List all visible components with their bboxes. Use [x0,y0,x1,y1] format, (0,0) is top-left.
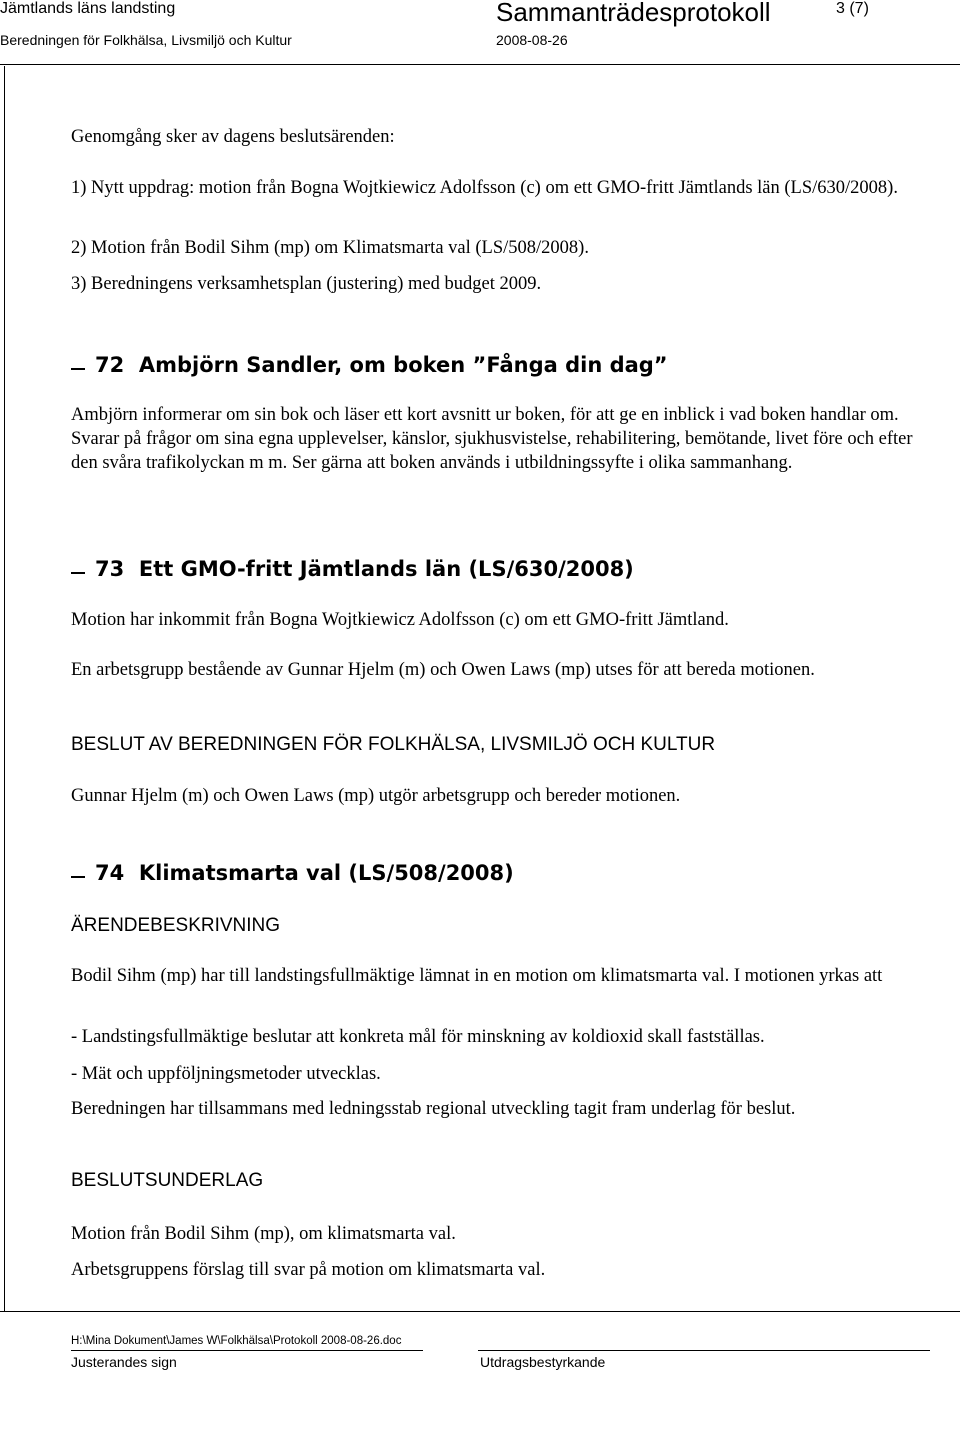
section-mark-icon [71,858,85,886]
section-73-heading [71,554,634,584]
section-73-decision: Gunnar Hjelm (m) och Owen Laws (mp) utgör arbetsgrupp och bereder motionen. [71,786,681,806]
department-name: Beredningen för Folkhälsa, Livsmiljö och Kultur [0,32,292,48]
section-72-number: 72 [95,353,125,377]
section-73-paragraph-1: Motion har inkommit från Bogna Wojtkiewicz Adolfsson (c) om ett GMO-fritt Jämtland. [71,610,729,630]
section-74-heading [71,858,514,888]
organization-name: Jämtlands läns landsting [0,0,176,17]
section-74-basis-item-2: Arbetsgruppens förslag till svar på motion om klimatsmarta val. [71,1260,546,1280]
intro-item-1: 1) Nytt uppdrag: motion från Bogna Wojtkiewicz Adolfsson (c) om ett GMO-fritt Jämtlands län (LS/630/2008). [71,178,898,198]
section-74-basis-item-1: Motion från Bodil Sihm (mp), om klimatsmarta val. [71,1224,456,1244]
section-74-bullet-2: - Mät och uppföljningsmetoder utvecklas. [71,1064,381,1084]
signature-line [71,1350,423,1351]
document-title: Sammanträdesprotokoll [496,0,771,27]
section-74-basis-heading: BESLUTSUNDERLAG [71,1170,264,1191]
footer-divider [0,1311,960,1312]
section-72-text: Ambjörn informerar om sin bok och läser ett kort avsnitt ur boken, för att ge en inblick i vad boken handlar om. Svarar på frågor om sina egna upplevelser, känslor, sjukhusvistelse, rehabilitering, bemötande, livet före och efter den svåra trafikolyckan m m. Ser gärna att boken används i utbildningssyfte i olika sammanhang. [71,405,913,473]
page-number: 3 (7) [836,0,869,17]
section-mark-icon [71,554,85,582]
signature-label: Justerandes sign [71,1354,177,1370]
section-74-bullet-1: - Landstingsfullmäktige beslutar att konkreta mål för minskning av koldioxid skall fastställas. [71,1027,765,1047]
intro-item-2: 2) Motion från Bodil Sihm (mp) om Klimatsmarta val (LS/508/2008). [71,238,589,258]
section-74-title: Klimatsmarta val (LS/508/2008) [138,861,514,885]
section-73-number: 73 [95,557,125,581]
section-mark-icon [71,350,85,378]
section-74-paragraph-2: Beredningen har tillsammans med ledningsstab regional utveckling tagit fram underlag för beslut. [71,1099,796,1119]
section-72-heading [71,350,668,380]
section-73-title: Ett GMO-fritt Jämtlands län (LS/630/2008) [138,557,634,581]
extract-line [478,1350,930,1351]
section-73-decision-heading: BESLUT AV BEREDNINGEN FÖR FOLKHÄLSA, LIVSMILJÖ OCH KULTUR [71,734,716,755]
section-73-paragraph-2: En arbetsgrupp bestående av Gunnar Hjelm (m) och Owen Laws (mp) utses för att bereda motionen. [71,660,815,680]
file-path: H:\Mina Dokument\James W\Folkhälsa\Protokoll 2008-08-26.doc [71,1335,402,1347]
section-74-paragraph-1: Bodil Sihm (mp) har till landstingsfullmäktige lämnat in en motion om klimatsmarta val. I motionen yrkas att [71,966,883,986]
header-divider [0,64,960,65]
extract-label: Utdragsbestyrkande [480,1354,606,1370]
section-74-case-heading: ÄRENDEBESKRIVNING [71,915,281,936]
meeting-date: 2008-08-26 [496,32,568,48]
section-72-title: Ambjörn Sandler, om boken ”Fånga din dag” [138,353,668,377]
left-margin-line [4,66,5,1311]
intro-item-3: 3) Beredningens verksamhetsplan (justering) med budget 2009. [71,274,542,294]
section-74-number: 74 [95,861,125,885]
intro-heading: Genomgång sker av dagens beslutsärenden: [71,127,395,147]
